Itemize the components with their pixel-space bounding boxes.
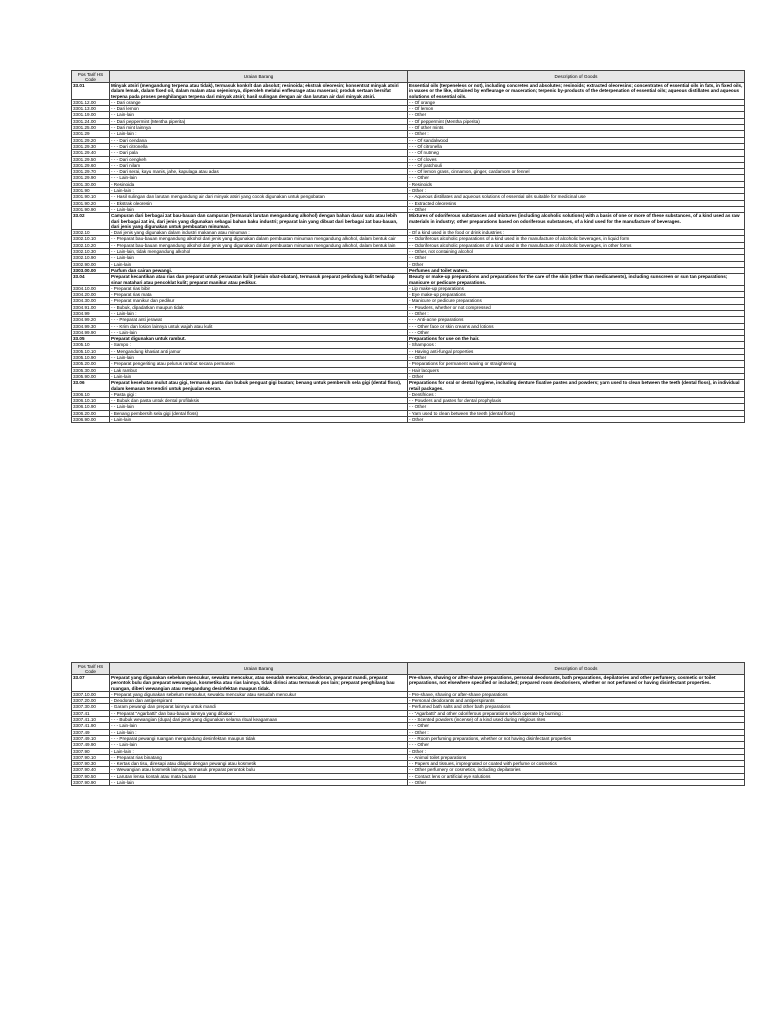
hs-code-cell: 33.07: [72, 675, 110, 692]
description-cell: - - Other :: [408, 310, 745, 316]
hs-code-cell: 3305.30.00: [72, 367, 110, 373]
hs-code-cell: 3305.10.90: [72, 355, 110, 361]
description-cell: - Manicure or pedicure preparations: [408, 298, 745, 304]
uraian-barang-cell: - - Lain-lain :: [110, 729, 408, 735]
heading-row: [72, 274, 745, 286]
description-cell: - - - Of citronella: [408, 143, 745, 149]
uraian-barang-cell: Preparat kesehatan mulut atau gigi, termasuk pasta dan bubuk penguat gigi buatan; benang untuk pembersih sela gigi (dental floss), dalam kemasan tersendiri untuk penjualan eceran.: [110, 380, 408, 392]
table-row: [72, 417, 745, 423]
hs-code-cell: 3302.10: [72, 230, 110, 236]
uraian-barang-cell: - - Lain-lain: [110, 780, 408, 786]
header-hs-code: Pos Tarif HS Code: [72, 663, 110, 675]
uraian-barang-cell: - - - Dari cendana: [110, 137, 408, 143]
hs-code-cell: 3304.99.20: [72, 317, 110, 323]
hs-code-cell: 3301.13.00: [72, 106, 110, 112]
hs-code-cell: 3305.90.00: [72, 373, 110, 379]
description-cell: - - Other perfumery or cosmetics, including depilatories: [408, 767, 745, 773]
description-cell: - - - Anti-acne preparations: [408, 317, 745, 323]
hs-code-cell: 3301.25.00: [72, 125, 110, 131]
uraian-barang-cell: - - - Dari serai, kayu manis, jahe, kapulaga atau adas: [110, 169, 408, 175]
uraian-barang-cell: - - - Lain-lain: [110, 742, 408, 748]
description-cell: - Perfumed bath salts and other bath preparations: [408, 704, 745, 710]
hs-code-cell: 3307.90.50: [72, 773, 110, 779]
uraian-barang-cell: - Lain-lain :: [110, 188, 408, 194]
uraian-barang-cell: - - - Lain-lain: [110, 175, 408, 181]
hs-code-cell: 3305.20.00: [72, 361, 110, 367]
hs-code-cell: 3301.90.90: [72, 206, 110, 212]
hs-code-cell: 3301.29.90: [72, 175, 110, 181]
uraian-barang-cell: - - Dari peppermint (Mentha piperita): [110, 118, 408, 124]
uraian-barang-cell: - - - Dari cengkeh: [110, 156, 408, 162]
hs-code-cell: 3304.20.00: [72, 292, 110, 298]
hs-code-cell: 3301.30.00: [72, 181, 110, 187]
uraian-barang-cell: Parfum dan cairan pewangi.: [110, 267, 408, 273]
hs-code-cell: 33.06: [72, 380, 110, 392]
hs-code-cell: 3301.29.20: [72, 137, 110, 143]
uraian-barang-cell: - - Hasil sulingan dan larutan mengandung air dari minyak atsiri yang cocok digunakan untuk pengobatan: [110, 194, 408, 200]
description-cell: - - Of other mints: [408, 125, 745, 131]
uraian-barang-cell: - - Preparat rias binatang: [110, 754, 408, 760]
description-cell: - - - Scented powders (incense) of a kind used during religious rites: [408, 717, 745, 723]
hs-code-cell: 3305.10: [72, 342, 110, 348]
hs-code-cell: 3301.19.00: [72, 112, 110, 118]
heading-row: [72, 380, 745, 392]
uraian-barang-cell: - - Dari orange: [110, 99, 408, 105]
uraian-barang-cell: - Benang pembersih sela gigi (dental floss): [110, 410, 408, 416]
uraian-barang-cell: - - Dari lemon: [110, 106, 408, 112]
description-cell: - Other: [408, 261, 745, 267]
description-cell: - - Other :: [408, 131, 745, 137]
description-cell: - - Having anti-fungal properties: [408, 348, 745, 354]
description-cell: - - Animal toilet preparations: [408, 754, 745, 760]
hs-code-cell: 3304.99.30: [72, 323, 110, 329]
description-cell: - Yarn used to clean between the teeth (dental floss): [408, 410, 745, 416]
uraian-barang-cell: Preparat kecantikan atau rias dan preparat untuk perawatan kulit (selain obat-obatan), termasuk preparat pelindung kulit terhadap sinar matahari atau pencoklat kulit; preparat manikur atau pedikur.: [110, 274, 408, 286]
description-cell: - - Odoriferous alcoholic preparations of a kind used in the manufacture of alcoholic beverages, in other forms: [408, 242, 745, 248]
hs-code-cell: 3306.90.00: [72, 417, 110, 423]
hs-code-cell: 3307.90.90: [72, 780, 110, 786]
description-cell: - Dentifrices :: [408, 391, 745, 397]
description-cell: - - Of lemon: [408, 106, 745, 112]
uraian-barang-cell: - Preparat yang digunakan sebelum mencukur, sewaktu mencukur atau sesudah mencukur: [110, 691, 408, 697]
hs-code-cell: 3307.10.00: [72, 691, 110, 697]
hs-code-cell: 3301.29.70: [72, 169, 110, 175]
hs-code-cell: 3306.10.10: [72, 398, 110, 404]
uraian-barang-cell: - - - Lain-lain: [110, 723, 408, 729]
description-cell: - - - Of sandalwood: [408, 137, 745, 143]
hs-code-cell: 3307.90.40: [72, 767, 110, 773]
header-description-of-goods: Description of Goods: [408, 663, 745, 675]
hs-code-cell: 3307.49: [72, 729, 110, 735]
description-cell: - - - Room perfuming preparations, whether or not having disinfectant properties: [408, 735, 745, 741]
uraian-barang-cell: - - - Lain-lain: [110, 329, 408, 335]
uraian-barang-cell: - - Lain-lain: [110, 355, 408, 361]
uraian-barang-cell: - Lain-lain :: [110, 748, 408, 754]
description-cell: Mixtures of odoriferous substances and mixtures (including alcoholic solutions) with a basis of one or more of these substances, of a kind used as raw materials in industry; other preparations based on odoriferous substances, of a kind used for the manufacture of beverages.: [408, 213, 745, 230]
tariff-table-1: [71, 70, 745, 423]
hs-code-cell: 3307.49.90: [72, 742, 110, 748]
uraian-barang-cell: Preparat yang digunakan sebelum mencukur, sewaktu mencukur, atau sesudah mencukur, deodoran, preparat mandi, preparat perontok bulu dan preparat wewangian, kosmetika atau rias lainnya, tidak dirinci atau termasuk pos lain; preparat penghilang bau ruangan, diberi wewangian atau mengandung desinfektan maupun tidak.: [110, 675, 408, 692]
description-cell: - - - Of nutmeg: [408, 150, 745, 156]
hs-code-cell: 3302.10.10: [72, 236, 110, 242]
table-row: [72, 780, 745, 786]
uraian-barang-cell: - - Lain-lain: [110, 112, 408, 118]
description-cell: - - Extracted oleoresins: [408, 200, 745, 206]
table-header-row: [72, 71, 745, 83]
description-cell: Essential oils (terpeneless or not), including concretes and absolutes; resinoids; extracted oleoresins; concentrates of essential oils in fats, in fixed oils, in waxes or the like, obtained by enfleurage or maceration; terpenic by-products of the deterpenation of essential oils; aqueous distillates and aqueous solutions of essential oils.: [408, 83, 745, 100]
hs-code-cell: 3304.91.00: [72, 304, 110, 310]
uraian-barang-cell: Campuran dari berbagai zat bau-bauan dan campuran (termasuk larutan mengandung alkohol) dengan bahan dasar satu atau lebih dari berbagai zat ini, dari jenis yang digunakan sebagai bahan baku industri; preparat lain yang dibuat dari berbagai zat bau-bauan, dari jenis yang digunakan untuk pembuatan minuman.: [110, 213, 408, 230]
heading-row: [72, 213, 745, 230]
hs-code-cell: 3306.20.00: [72, 410, 110, 416]
description-cell: - - Of peppermint (Mentha piperita): [408, 118, 745, 124]
uraian-barang-cell: - Sampo :: [110, 342, 408, 348]
hs-code-cell: 3301.90.10: [72, 194, 110, 200]
hs-code-cell: 3306.10.90: [72, 404, 110, 410]
hs-code-cell: 33.02: [72, 213, 110, 230]
hs-code-cell: 3301.12.00: [72, 99, 110, 105]
description-cell: - - - Other: [408, 329, 745, 335]
header-hs-code: Pos Tarif HS Code: [72, 71, 110, 83]
header-description-of-goods: Description of Goods: [408, 71, 745, 83]
hs-code-cell: 3301.29: [72, 131, 110, 137]
uraian-barang-cell: - - Lain-lain :: [110, 310, 408, 316]
hs-code-cell: 3307.90: [72, 748, 110, 754]
uraian-barang-cell: - - Bubuk dan pasta untuk dental profilaksis: [110, 398, 408, 404]
hs-code-cell: 3306.10: [72, 391, 110, 397]
description-cell: - - Powders, whether or not compressed: [408, 304, 745, 310]
description-cell: - - Other: [408, 780, 745, 786]
uraian-barang-cell: - - - Bubuk wewangian (dupa) dari jenis yang digunakan selama ritual keagamaan: [110, 717, 408, 723]
hs-code-cell: 3307.90.30: [72, 761, 110, 767]
heading-row: [72, 675, 745, 692]
hs-code-cell: 3307.41.10: [72, 717, 110, 723]
uraian-barang-cell: - - - Preparat anti jerawat: [110, 317, 408, 323]
hs-code-cell: 3307.49.10: [72, 735, 110, 741]
uraian-barang-cell: - - - Preparat pewangi ruangan mengandung desinfektan maupun tidak: [110, 735, 408, 741]
description-cell: Perfumes and toilet waters.: [408, 267, 745, 273]
uraian-barang-cell: - - - Dari pala: [110, 150, 408, 156]
uraian-barang-cell: - - Ekstrak oleoresin: [110, 200, 408, 206]
uraian-barang-cell: - Preparat rias bibir: [110, 285, 408, 291]
uraian-barang-cell: - - Bubuk, dipadatkan maupun tidak: [110, 304, 408, 310]
uraian-barang-cell: - - Lain-lain :: [110, 131, 408, 137]
hs-code-cell: 3307.41: [72, 710, 110, 716]
description-cell: - - - Of lemon grass, cinnamon, ginger, cardamom or fennel: [408, 169, 745, 175]
description-cell: - Hair lacquers: [408, 367, 745, 373]
description-cell: - - Contact lens or artificial eye solutions: [408, 773, 745, 779]
uraian-barang-cell: - Lain-lain: [110, 261, 408, 267]
description-cell: - Other: [408, 417, 745, 423]
table-header-row: [72, 663, 745, 675]
hs-code-cell: 3302.10.20: [72, 242, 110, 248]
description-cell: - Personal deodorants and antiperspirants: [408, 698, 745, 704]
description-cell: - - Other: [408, 255, 745, 261]
uraian-barang-cell: - - Kertas dan tisu, diresapi atau dilapisi dengan pewangi atau kosmetik: [110, 761, 408, 767]
uraian-barang-cell: - - Dari mint lainnya: [110, 125, 408, 131]
description-cell: - Other: [408, 373, 745, 379]
uraian-barang-cell: Preparat digunakan untuk rambut.: [110, 336, 408, 342]
description-cell: - - Of orange: [408, 99, 745, 105]
uraian-barang-cell: - - - Dari nilam: [110, 162, 408, 168]
description-cell: - - Powders and pastes for dental prophylaxis: [408, 398, 745, 404]
description-cell: - - Other, not containing alcohol: [408, 249, 745, 255]
hs-code-cell: 3302.10.90: [72, 255, 110, 261]
uraian-barang-cell: - Preparat rias mata: [110, 292, 408, 298]
header-uraian-barang: Uraian Barang: [110, 71, 408, 83]
description-cell: - - Papers and tissues, impregnated or coated with perfume or cosmetics: [408, 761, 745, 767]
uraian-barang-cell: - Lak rambut: [110, 367, 408, 373]
description-cell: Preparations for use on the hair.: [408, 336, 745, 342]
description-cell: - - - Other: [408, 723, 745, 729]
hs-code-cell: 3301.90.20: [72, 200, 110, 206]
description-cell: - Pre-shave, shaving or after-shave preparations: [408, 691, 745, 697]
description-cell: - - Other: [408, 355, 745, 361]
hs-code-cell: 3301.24.00: [72, 118, 110, 124]
hs-code-cell: 3304.10.00: [72, 285, 110, 291]
description-cell: - Other :: [408, 748, 745, 754]
description-cell: - - - Of cloves: [408, 156, 745, 162]
uraian-barang-cell: - Lain-lain: [110, 373, 408, 379]
uraian-barang-cell: - - - Dari citronella: [110, 143, 408, 149]
description-cell: - Of a kind used in the food or drink industries :: [408, 230, 745, 236]
hs-code-cell: 3301.29.60: [72, 162, 110, 168]
uraian-barang-cell: - - Larutan lensa kontak atau mata buatan: [110, 773, 408, 779]
description-cell: - - Odoriferous alcoholic preparations of a kind used in the manufacture of alcoholic beverages, in liquid form: [408, 236, 745, 242]
uraian-barang-cell: - - Preparat bau-bauan mengandung alkohol dari jenis yang digunakan dalam pembuatan minuman mengandung alkohol, dalam bentuk lain: [110, 242, 408, 248]
uraian-barang-cell: - - Lain-lain: [110, 206, 408, 212]
hs-code-cell: 3305.10.10: [72, 348, 110, 354]
hs-code-cell: 3307.90.10: [72, 754, 110, 760]
description-cell: - Resinoids: [408, 181, 745, 187]
table-body: [72, 675, 745, 786]
description-cell: - - Other :: [408, 729, 745, 735]
uraian-barang-cell: - Garam pewangi dan preparat lainnya untuk mandi: [110, 704, 408, 710]
uraian-barang-cell: - - Preparat "Agarbatti" dan bau-bauan lainnya yang dibakar :: [110, 710, 408, 716]
uraian-barang-cell: - Dari jenis yang digunakan dalam industri makanan atau minuman :: [110, 230, 408, 236]
hs-code-cell: 3302.90.00: [72, 261, 110, 267]
hs-code-cell: 3301.90: [72, 188, 110, 194]
hs-code-cell: 33.05: [72, 336, 110, 342]
description-cell: - - - Other: [408, 175, 745, 181]
hs-code-cell: 3307.41.90: [72, 723, 110, 729]
description-cell: Preparations for oral or dental hygiene, including denture fixative pastes and powders; yarn used to clean between the teeth (dental floss), in individual retail packages.: [408, 380, 745, 392]
description-cell: - - - Other face or skin creams and lotions: [408, 323, 745, 329]
hs-code-cell: 33.01: [72, 83, 110, 100]
uraian-barang-cell: - Deodoran dan antiperspirant: [110, 698, 408, 704]
description-cell: - - Other: [408, 112, 745, 118]
hs-code-cell: 3301.29.50: [72, 156, 110, 162]
description-cell: - - Other: [408, 404, 745, 410]
description-cell: - - "Agarbatti" and other odoriferous preparations which operate by burning :: [408, 710, 745, 716]
tariff-table-2: [71, 662, 745, 786]
hs-code-cell: 33.04: [72, 274, 110, 286]
hs-code-cell: 3307.20.00: [72, 698, 110, 704]
table-body: [72, 83, 745, 423]
uraian-barang-cell: - - Lain-lain: [110, 404, 408, 410]
uraian-barang-cell: - - Lain-lain: [110, 255, 408, 261]
description-cell: - - - Of patchouli: [408, 162, 745, 168]
hs-code-cell: 3302.10.30: [72, 249, 110, 255]
hs-code-cell: 3307.30.00: [72, 704, 110, 710]
uraian-barang-cell: - Lain-lain: [110, 417, 408, 423]
description-cell: Pre-shave, shaving or after-shave preparations, personal deodorants, bath preparations, depilatories and other perfumery, cosmetic or toilet preparations, not elsewhere specified or included; prepared room deodorisers, whether or not perfumed or having disinfectant properties.: [408, 675, 745, 692]
uraian-barang-cell: - - Preparat bau-bauan mengandung alkohol dari jenis yang digunakan dalam pembuatan minuman mengandung alkohol, dalam bentuk cair: [110, 236, 408, 242]
description-cell: - Eye make-up preparations: [408, 292, 745, 298]
uraian-barang-cell: - - Mengandung khasiat anti jamur: [110, 348, 408, 354]
uraian-barang-cell: - Preparat manikur dan pedikur: [110, 298, 408, 304]
description-cell: - Lip make-up preparations: [408, 285, 745, 291]
hs-code-cell: 3301.29.40: [72, 150, 110, 156]
hs-code-cell: 3303.00.00: [72, 267, 110, 273]
hs-code-cell: 3304.99: [72, 310, 110, 316]
description-cell: Beauty or make-up preparations and preparations for the care of the skin (other than medicaments), including sunscreen or sun tan preparations; manicure or pedicure preparations.: [408, 274, 745, 286]
header-uraian-barang: Uraian Barang: [110, 663, 408, 675]
heading-row: [72, 83, 745, 100]
description-cell: - Other :: [408, 188, 745, 194]
uraian-barang-cell: Minyak atsiri (mengandung terpena atau tidak), termasuk konkrit dan absolut; resinoida; ekstrak oleoresin; konsentrat minyak atsiri dalam lemak, dalam fixed oil, dalam malam atau sejenisnya, diperoleh melalui enfleurage atau maserasi; produk sertaan bersifat terpena pada proses penghilangan terpena dari minyak atsiri; hasil sulingan dengan air dan larutan air dari minyak atsiri.: [110, 83, 408, 100]
uraian-barang-cell: - Pasta gigi :: [110, 391, 408, 397]
uraian-barang-cell: - - Lain-lain, tidak mengandung alkohol: [110, 249, 408, 255]
description-cell: - Shampoos :: [408, 342, 745, 348]
description-cell: - - Other: [408, 206, 745, 212]
uraian-barang-cell: - Resinoida: [110, 181, 408, 187]
uraian-barang-cell: - - - Krim dan losion lainnya untuk wajah atau kulit: [110, 323, 408, 329]
hs-code-cell: 3304.99.90: [72, 329, 110, 335]
description-cell: - Preparations for permanent waving or straightening: [408, 361, 745, 367]
description-cell: - - Aqueous distillates and aqueous solutions of essential oils suitable for medicinal use: [408, 194, 745, 200]
uraian-barang-cell: - Preparat pengeriting atau pelurus rambut secara permanen: [110, 361, 408, 367]
description-cell: - - - Other: [408, 742, 745, 748]
hs-code-cell: 3301.29.30: [72, 143, 110, 149]
hs-code-cell: 3304.30.00: [72, 298, 110, 304]
uraian-barang-cell: - - Wewangian atau kosmetik lainnya, termasuk preparat perontok bulu: [110, 767, 408, 773]
